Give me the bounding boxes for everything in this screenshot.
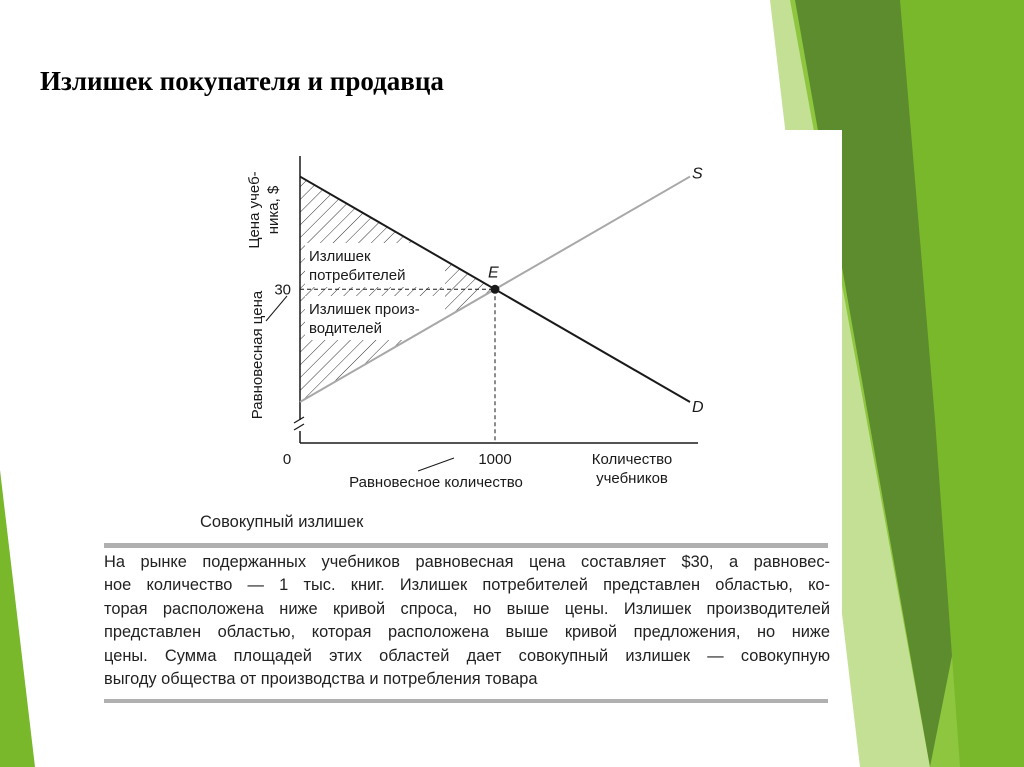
x-tick-label-0: 0 [282,451,292,468]
equilibrium-quantity-label: Равновесное количество [349,474,523,491]
producer-surplus-label-line-1: Излишек произ- [309,301,420,318]
caption-line-5: цены. Сумма площадей этих областей дает совокупный излишек — совокупную [104,646,830,665]
deco-shape-left [0,470,35,767]
caption-line-6: выгоду общества от производства и потребления товара [104,670,538,689]
producer-surplus-label-line-2: водителей [309,320,382,337]
caption-text [104,551,830,691]
equilibrium-label: E [488,264,499,282]
y-axis-title-line-2: ника, $ [265,185,282,235]
supply-label: S [692,165,703,183]
x-tick-label-1000: 1000 [478,451,512,468]
caption-line-4: представлен областью, которая расположена выше кривой предложения, но ниже [104,623,830,642]
equilibrium-price-label: Равновесная цена [249,290,266,420]
equilibrium-price-pointer [266,296,287,321]
equilibrium-quantity-pointer [418,458,454,471]
slide-title: Излишек покупателя и продавца [40,66,444,96]
axis-break-mark [294,417,304,431]
caption-line-2: ное количество — 1 тыс. книг. Излишек потребителей представлен областью, ко- [104,576,830,595]
surplus-chart [102,130,842,505]
x-axis-title-line-2: учебников [596,470,668,487]
caption-title: Совокупный излишек [200,513,364,531]
consumer-surplus-label-line-1: Излишек [309,248,371,265]
y-axis-title [246,171,282,248]
equilibrium-point [491,285,500,294]
caption-bottom-divider [104,699,828,703]
caption-line-3: торая расположена ниже кривой спроса, но выше цены. Излишек производителей [104,599,830,618]
y-tick-label-30: 30 [274,281,291,299]
caption-top-divider [104,543,828,548]
y-axis-title-line-1: Цена учеб- [246,171,263,249]
figure-panel [102,130,842,718]
consumer-surplus-label-line-2: потребителей [309,267,406,284]
x-axis-title-line-1: Количество [591,451,673,468]
demand-label: D [692,399,704,417]
caption-line-1: На рынке подержанных учебников равновесная цена составляет $30, а равновес- [104,553,830,571]
